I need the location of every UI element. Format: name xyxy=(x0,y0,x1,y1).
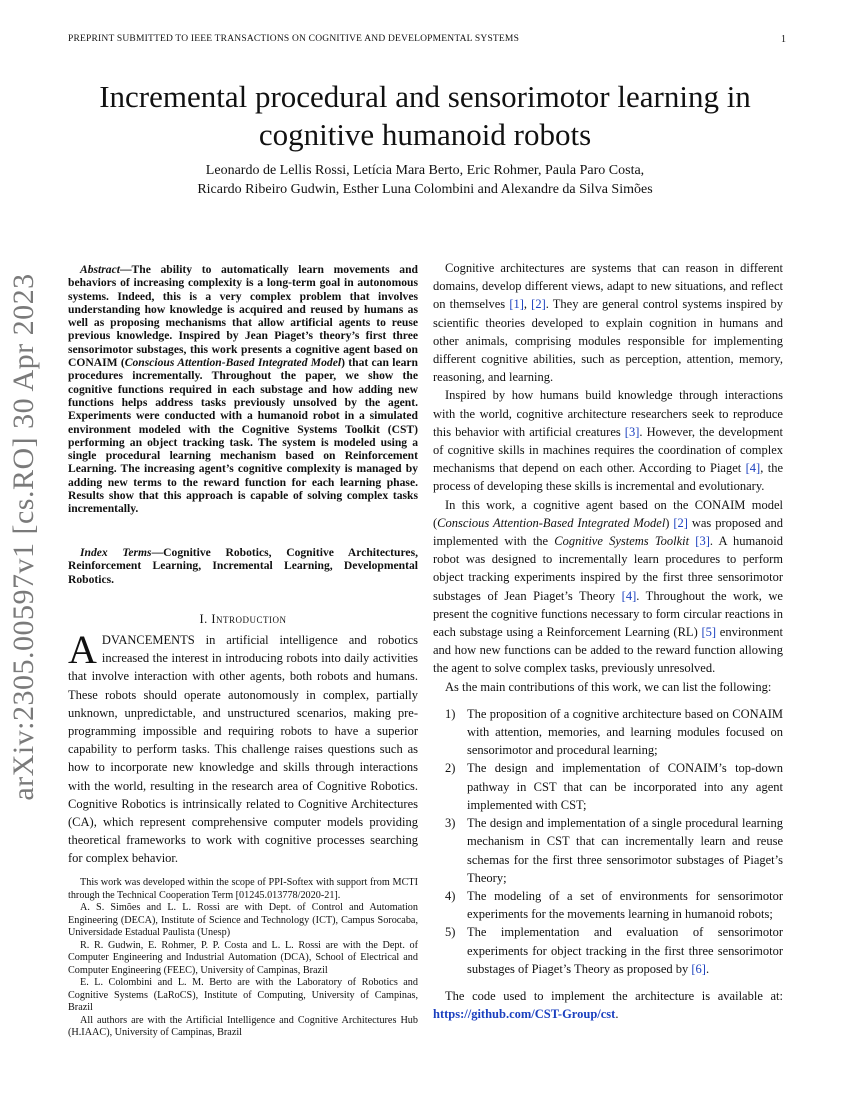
citation-link[interactable]: [1] xyxy=(509,297,524,312)
citation-link[interactable]: [6] xyxy=(691,961,706,976)
list-item xyxy=(433,814,783,887)
citation-link[interactable]: [3] xyxy=(695,534,710,549)
footnote: E. L. Colombini and L. M. Berto are with the Laboratory of Robotics and Cognitive Systems (LaRoCS), Institute of Computing, University of Campinas, Brazil xyxy=(68,977,418,1013)
list-text: The implementation and evaluation of sensorimotor experiments for object tracking in the first three sensorimotor substages of Piaget’s Theory as proposed by xyxy=(467,925,783,976)
period: . xyxy=(615,1007,619,1022)
right-column xyxy=(433,259,783,1023)
abstract-model-name: Conscious Attention-Based Integrated Model xyxy=(124,356,342,370)
drop-cap: A xyxy=(68,627,97,672)
paragraph-text: ) xyxy=(665,515,674,530)
section-title: Introduction xyxy=(211,612,287,626)
list-item xyxy=(433,705,783,760)
abstract xyxy=(68,263,418,516)
running-head: PREPRINT SUBMITTED TO IEEE TRANSACTIONS ON COGNITIVE AND DEVELOPMENTAL SYSTEMS xyxy=(68,34,520,44)
introduction-paragraph xyxy=(68,627,418,868)
paragraph-text: . A humanoid robot was designed to incrementally learn procedures to perform object tracking experiments inspired by the first three sensorimotor substages of Jean Piaget’s Theory xyxy=(433,534,783,603)
paragraph-text: , the process of developing these skills is incremental and evolutionary. xyxy=(433,461,783,494)
citation-link[interactable]: [2] xyxy=(531,297,546,312)
citation-link[interactable]: [2] xyxy=(673,515,688,530)
list-number: 3) xyxy=(445,816,456,831)
paragraph-text: Cognitive architectures are systems that can reason in different domains, develop different views, adapt to new situations, and reflect on themselves xyxy=(433,261,783,312)
github-link[interactable]: https://github.com/CST-Group/cst xyxy=(433,1007,616,1022)
paragraph-text: Inspired by how humans build knowledge through interactions with the world, cognitive architecture researchers seek to reproduce this behavior with artificial creatures xyxy=(433,388,783,439)
citation-link[interactable]: [5] xyxy=(701,625,717,640)
list-item xyxy=(433,759,783,814)
paragraph-cognitive-architectures xyxy=(433,259,783,386)
abstract-text-2: ) that can learn procedures incrementally. Throughout the paper, we show the cognitive functions required in each substage and how adding new functions helps address tasks previously unsolved by the agent. Experiments were conducted with a humanoid robot in a simulated environment modeled with the Cognitive Systems Toolkit (CST) performing an object tracking task. The system is modeled using a single procedural learning mechanism based on Reinforcement Learning. The increasing agent’s cognitive complexity is managed by adding new terms to the reward function for each learning phase. Results show that this approach is capable of solving complex tasks incrementally. xyxy=(68,356,419,516)
section-numeral: I. xyxy=(199,612,212,626)
list-number: 2) xyxy=(445,761,456,776)
list-text: The modeling of a set of environments for sensorimotor experiments for the movements learning in humanoid robots; xyxy=(467,888,783,922)
footnote: R. R. Gudwin, E. Rohmer, P. P. Costa and L. L. Rossi are with the Dept. of Computer Engineering and Industrial Automation (DCA), School of Electrical and Computer Engineering (FEEC), University of Campinas, Brazil xyxy=(68,939,418,976)
list-text: The proposition of a cognitive architecture based on CONAIM with attention, memories, and learning modules focused on sensorimotor and procedural learning; xyxy=(467,706,783,758)
paragraph-text: The code used to implement the architecture is available at: xyxy=(445,988,783,1003)
section-heading-introduction xyxy=(68,612,418,627)
authors-line-1: Leonardo de Lellis Rossi, Letícia Mara Berto, Eric Rohmer, Paula Paro Costa, xyxy=(205,163,645,178)
footnote: This work was developed within the scope of PPI-Softex with support from MCTI through the Technical Cooperation Term [01245.013778/2020-21]. xyxy=(68,877,418,901)
footnote: All authors are with the Artificial Intelligence and Cognitive Architectures Hub (H.IAAC), University of Campinas, Brazil xyxy=(68,1014,418,1038)
paragraph-text: . However, the development of cognitive skills in machines requires the coordination of complex mechanisms that depend on each other. According to Piaget xyxy=(433,424,783,476)
abstract-label: Abstract xyxy=(80,263,120,276)
citation-link[interactable]: [3] xyxy=(624,424,640,439)
index-terms-label: Index Terms xyxy=(80,546,152,559)
list-text: The design and implementation of a single procedural learning mechanism in CST that can incrementally learn and reuse schemas for the first three sensorimotor substages of Piaget’s Theory; xyxy=(467,816,783,885)
list-item xyxy=(433,887,783,923)
arxiv-stamp-text: arXiv:2305.00597v1 [cs.RO] 30 Apr 2023 xyxy=(7,273,40,801)
index-terms xyxy=(68,546,418,586)
paragraph-contributions-intro: As the main contributions of this work, we can list the following: xyxy=(445,679,772,694)
paragraph-text: In this work, a cognitive agent based on the CONAIM model ( xyxy=(433,497,783,530)
list-number: 1) xyxy=(445,706,456,721)
footnotes xyxy=(68,877,418,1040)
introduction-text: DVANCEMENTS in artificial intelligence and robotics increased the interest in introducing robots into daily activities that involve interaction with other agents, both robots and humans. These robots should operate autonomously in complex, partially unknown, unpredictable, and unstructured scenarios, making pre-programming impossible and requiring robots to have a superior capability to perform tasks. This challenge raises questions such as how to incorporate new knowledge and skills through interactions with the world, resulting in the research area of Cognitive Robotics. Cognitive Robotics is intrinsically related to Cognitive Architectures (CA), which represent comprehensive computer models providing theoretical frameworks to work with cognitive processes searching for complex behavior. xyxy=(68,633,418,866)
paragraph-text: . Throughout the work, we present the cognitive functions necessary to form circular reactions in each substage using a Reinforcement Learning (RL) xyxy=(433,588,783,640)
citation-link[interactable]: [4] xyxy=(621,588,637,603)
toolkit-name: Cognitive Systems Toolkit xyxy=(554,534,690,549)
paragraph-text: environment and how new functions can be added to the reward function allowing the agent to solve complex tasks, previously unresolved. xyxy=(433,625,783,676)
paragraph-code-availability xyxy=(433,987,783,1023)
paragraph-inspired xyxy=(433,386,783,495)
page-number: 1 xyxy=(781,34,786,45)
period: . xyxy=(705,961,710,976)
abstract-text-1: —The ability to automatically learn movements and behaviors of increasing complexity is a long-term goal in autonomous systems. Indeed, this is a very complex problem that involves understanding how knowledge is acquired and reused by humans as well as proposing mechanisms that allow artificial agents to reuse previous knowledge. Inspired by Jean Piaget’s theory’s first three sensorimotor substages, this work presents a cognitive agent based on CONAIM ( xyxy=(68,263,418,370)
authors xyxy=(60,161,790,199)
paragraph-this-work xyxy=(433,496,783,678)
model-name: Conscious Attention-Based Integrated Model xyxy=(437,515,666,530)
authors-line-2: Ricardo Ribeiro Gudwin, Esther Luna Colombini and Alexandre da Silva Simões xyxy=(197,182,653,197)
citation-link[interactable]: [4] xyxy=(745,461,761,476)
index-terms-text: —Cognitive Robotics, Cognitive Architectures, Reinforcement Learning, Incremental Learning, Developmental Robotics. xyxy=(68,546,418,586)
arxiv-stamp xyxy=(4,273,44,801)
paper-title: Incremental procedural and sensorimotor learning in cognitive humanoid robots xyxy=(99,79,751,152)
list-number: 5) xyxy=(445,925,456,940)
footnote: A. S. Simões and L. L. Rossi are with Dept. of Control and Automation Engineering (DECA), Institute of Science and Technology (ICT), Campus Sorocaba, Universidade Estadual Paulista (Unesp) xyxy=(68,902,418,938)
list-item xyxy=(433,923,783,978)
paragraph-text: was proposed and implemented with the xyxy=(433,515,783,549)
list-text: The design and implementation of CONAIM’s top-down pathway in CST that can be incorporated into any agent implemented with CST; xyxy=(467,761,783,812)
separator: , xyxy=(523,297,532,312)
paragraph-text: . They are general control systems inspired by scientific theories developed to explain cognition in humans and other animals, comprising modules responsible for implementing different cognitive abilities, such as perception, attention, memory, reasoning, and learning. xyxy=(433,297,784,385)
contributions-list xyxy=(433,705,783,978)
list-number: 4) xyxy=(445,888,456,903)
